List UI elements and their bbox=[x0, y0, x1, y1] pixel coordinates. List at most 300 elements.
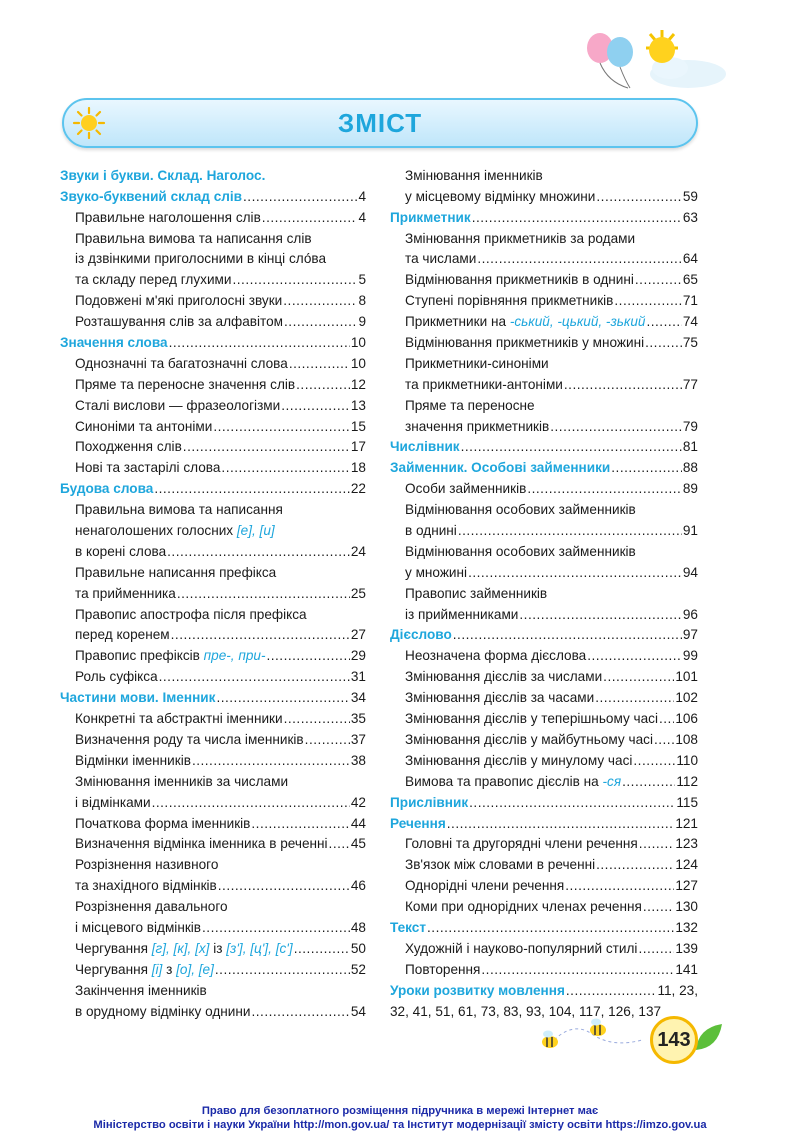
toc-right-column bbox=[390, 162, 698, 1019]
toc-entry-title bbox=[60, 335, 168, 350]
toc-entry bbox=[60, 998, 366, 1019]
leader-dots bbox=[519, 607, 681, 622]
entry-text: Правильне наголошення слів bbox=[75, 209, 261, 225]
leader-dots bbox=[232, 272, 357, 287]
toc-page-number: 97 bbox=[682, 627, 698, 643]
toc-page-number: 54 bbox=[350, 1003, 366, 1019]
toc-entry bbox=[390, 914, 698, 935]
toc-page-number: 94 bbox=[682, 564, 698, 580]
toc-entry bbox=[390, 538, 698, 559]
entry-highlight: [о], [е] bbox=[176, 961, 214, 977]
entry-text: в корені слова bbox=[75, 543, 167, 559]
toc-entry-title bbox=[405, 878, 564, 893]
toc-entry bbox=[390, 663, 698, 684]
leader-dots bbox=[427, 920, 674, 935]
toc-entry-title bbox=[405, 251, 476, 266]
entry-highlight: -ський, -цький, -зький bbox=[509, 314, 646, 330]
toc-entry-title bbox=[405, 523, 457, 538]
leader-dots bbox=[477, 251, 682, 266]
toc-entry-title bbox=[75, 878, 217, 893]
toc-entry-title bbox=[405, 648, 586, 663]
toc-entry bbox=[390, 580, 698, 601]
toc-entry-title bbox=[60, 189, 242, 204]
entry-text: Змінювання прикметників за родами bbox=[405, 230, 636, 246]
toc-page-number: 74 bbox=[682, 314, 698, 330]
toc-page-number: 24 bbox=[350, 543, 366, 559]
toc-entry-title bbox=[405, 377, 563, 392]
footer bbox=[0, 1104, 800, 1132]
toc-page-number: 110 bbox=[676, 752, 698, 768]
toc-entry bbox=[60, 831, 366, 852]
toc-page-number: 27 bbox=[350, 627, 366, 643]
toc-entry bbox=[60, 475, 366, 496]
leader-dots bbox=[565, 878, 674, 893]
entry-text: Відмінювання прикметників в однині bbox=[405, 272, 634, 288]
toc-entry-title bbox=[390, 210, 471, 225]
leader-dots bbox=[262, 210, 358, 225]
leader-dots bbox=[622, 774, 675, 789]
toc-entry-title bbox=[405, 544, 636, 559]
entry-text: Звуки і букви. Склад. Наголос. bbox=[60, 167, 266, 183]
entry-text: Відмінки іменників bbox=[75, 752, 191, 768]
entry-text: Прикметники-синоніми bbox=[405, 355, 549, 371]
entry-text: Речення bbox=[390, 815, 446, 831]
toc-page-number: 52 bbox=[350, 961, 366, 977]
entry-highlight: [е], [и] bbox=[236, 523, 275, 539]
entry-text: 32, 41, 51, 61, 73, 83, 93, 104, 117, 126, 137 bbox=[390, 1003, 662, 1019]
toc-entry-title bbox=[405, 836, 638, 851]
entry-text: значення прикметників bbox=[405, 418, 550, 434]
leader-dots bbox=[305, 732, 350, 747]
toc-entry bbox=[390, 747, 698, 768]
toc-entry bbox=[60, 559, 366, 580]
toc-entry bbox=[390, 162, 698, 183]
leader-dots bbox=[169, 335, 350, 350]
entry-text: Прикметник bbox=[390, 209, 471, 225]
toc-entry bbox=[390, 789, 698, 810]
toc-entry bbox=[390, 371, 698, 392]
entry-text: Вимова та правопис дієслів на bbox=[405, 773, 599, 789]
toc-entry bbox=[390, 559, 698, 580]
leader-dots bbox=[654, 732, 674, 747]
toc-entry-title bbox=[75, 251, 326, 266]
entry-text: Повторення bbox=[405, 961, 481, 977]
toc-page-number: 123 bbox=[675, 836, 698, 852]
entry-text: Змінювання дієслів за числами bbox=[405, 669, 603, 685]
toc-entry bbox=[390, 246, 698, 267]
entry-text: та складу перед глухими bbox=[75, 272, 232, 288]
entry-text: Пряме та переносне bbox=[405, 397, 535, 413]
toc-entry-title bbox=[405, 481, 526, 496]
leader-dots bbox=[294, 941, 350, 956]
entry-text: Подовжені м'які приголосні звуки bbox=[75, 293, 283, 309]
toc-entry bbox=[390, 642, 698, 663]
entry-text: Початкова форма іменників bbox=[75, 815, 251, 831]
entry-text: Конкретні та абстрактні іменники bbox=[75, 711, 283, 727]
toc-entry-title bbox=[390, 627, 452, 642]
entry-text: і відмінками bbox=[75, 794, 151, 810]
toc-entry bbox=[60, 956, 366, 977]
toc-page-number: 132 bbox=[675, 919, 698, 935]
entry-text: в однині bbox=[405, 523, 457, 539]
toc-entry-title bbox=[75, 356, 288, 371]
toc-entry bbox=[390, 726, 698, 747]
entry-text: у місцевому відмінку множини bbox=[405, 188, 596, 204]
leader-dots bbox=[283, 293, 357, 308]
leader-dots bbox=[468, 565, 682, 580]
entry-text: із дзвінкими приголосними в кінці сло́ва bbox=[75, 251, 327, 267]
entry-text: Правильна вимова та написання слів bbox=[75, 230, 312, 246]
toc-entry bbox=[390, 768, 698, 789]
leader-dots bbox=[296, 377, 350, 392]
toc-entry bbox=[60, 768, 366, 789]
entry-text: із прийменниками bbox=[405, 606, 519, 622]
toc-entry-title bbox=[405, 607, 518, 622]
entry-text: Змінювання іменників за числами bbox=[75, 773, 289, 789]
entry-text: Роль суфікса bbox=[75, 669, 158, 685]
entry-text: Особи займенників bbox=[405, 481, 527, 497]
toc-entry bbox=[390, 831, 698, 852]
toc-entry-title bbox=[390, 983, 565, 998]
leader-dots bbox=[564, 377, 682, 392]
entry-text: Визначення роду та числа іменників bbox=[75, 731, 304, 747]
page-number: 143 bbox=[650, 1016, 698, 1064]
leader-dots bbox=[154, 481, 350, 496]
toc-entry-title bbox=[405, 398, 535, 413]
entry-highlight: -ся bbox=[602, 773, 622, 789]
entry-text: перед коренем bbox=[75, 627, 170, 643]
toc-page-number: 108 bbox=[675, 731, 698, 747]
toc-entry-title bbox=[75, 314, 283, 329]
toc-page-number: 48 bbox=[350, 919, 366, 935]
toc-page-number: 31 bbox=[350, 669, 366, 685]
entry-highlight: пре-, при- bbox=[203, 648, 266, 664]
toc-entry-title bbox=[75, 544, 166, 559]
toc-entry-title bbox=[75, 816, 250, 831]
toc-entry-title bbox=[405, 565, 467, 580]
toc-page-number: 71 bbox=[682, 293, 698, 309]
toc-entry-title bbox=[75, 962, 214, 977]
toc-entry-title bbox=[390, 795, 468, 810]
entry-text: Однозначні та багатозначні слова bbox=[75, 355, 288, 371]
entry-text: Коми при однорідних членах речення bbox=[405, 899, 642, 915]
entry-text: Прикметники на bbox=[405, 314, 507, 330]
leader-dots bbox=[159, 669, 350, 684]
toc-page-number: 91 bbox=[682, 523, 698, 539]
entry-text: Прислівник bbox=[390, 794, 469, 810]
toc-entry-title bbox=[390, 816, 446, 831]
toc-entry bbox=[390, 204, 698, 225]
leader-dots bbox=[192, 753, 350, 768]
toc-entry bbox=[390, 496, 698, 517]
footer-line-1: Право для безоплатного розміщення підручника в мережі Інтернет має bbox=[201, 1105, 599, 1117]
toc-entry bbox=[390, 475, 698, 496]
toc-entry-title bbox=[405, 231, 635, 246]
entry-text: Закінчення іменників bbox=[75, 982, 207, 998]
toc-page-number: 5 bbox=[358, 272, 366, 288]
toc-entry-title bbox=[405, 314, 645, 329]
entry-text: у множині bbox=[405, 564, 468, 580]
bees-illustration bbox=[532, 1010, 652, 1058]
entry-text: Однорідні члени речення bbox=[405, 878, 565, 894]
toc-entry-title bbox=[75, 627, 170, 642]
toc-page-number: 8 bbox=[358, 293, 366, 309]
entry-text: ненаголошених голосних bbox=[75, 523, 234, 539]
toc-entry bbox=[60, 580, 366, 601]
toc-entry-title bbox=[75, 920, 201, 935]
entry-text: Числівник bbox=[390, 439, 460, 455]
leader-dots bbox=[329, 836, 350, 851]
toc-entry-title bbox=[75, 293, 282, 308]
leader-dots bbox=[587, 648, 682, 663]
toc-entry bbox=[390, 434, 698, 455]
toc-entry-title bbox=[75, 857, 218, 872]
toc-entry bbox=[60, 642, 366, 663]
toc-entry bbox=[60, 893, 366, 914]
toc-entry bbox=[390, 872, 698, 893]
toc-entry bbox=[390, 935, 698, 956]
toc-entry bbox=[60, 914, 366, 935]
toc-entry bbox=[60, 872, 366, 893]
toc-page-number: 124 bbox=[675, 857, 698, 873]
entry-text: Текст bbox=[390, 919, 427, 935]
leader-dots bbox=[646, 314, 681, 329]
leader-dots bbox=[550, 419, 682, 434]
leader-dots bbox=[281, 398, 350, 413]
toc-page-number: 99 bbox=[682, 648, 698, 664]
leader-dots bbox=[243, 189, 357, 204]
toc-entry-title bbox=[75, 983, 207, 998]
footer-line-2: Міністерство освіти і науки України http://mon.gov.ua/ та Інститут модернізації змісту освіти https://imzo.gov.ua bbox=[93, 1119, 707, 1131]
toc-entry-title bbox=[405, 586, 547, 601]
toc-entry bbox=[390, 454, 698, 475]
toc-entry-title bbox=[75, 774, 288, 789]
leader-dots bbox=[252, 1004, 350, 1019]
toc-entry-title bbox=[405, 293, 613, 308]
toc-entry-title bbox=[405, 189, 595, 204]
toc-page-number: 11, 23, bbox=[657, 982, 698, 998]
leader-dots bbox=[171, 627, 350, 642]
toc-page-number: 34 bbox=[350, 690, 366, 706]
toc-page-number: 9 bbox=[358, 314, 366, 330]
toc-entry-title bbox=[390, 460, 610, 475]
leader-dots bbox=[596, 189, 681, 204]
entry-text: Художній і науково-популярний стилі bbox=[405, 940, 638, 956]
toc-entry-title bbox=[75, 648, 265, 663]
entry-highlight: [і] bbox=[151, 961, 163, 977]
toc-entry bbox=[60, 225, 366, 246]
toc-entry bbox=[60, 684, 366, 705]
toc-entry bbox=[60, 183, 366, 204]
entry-text: Змінювання дієслів у минулому часі bbox=[405, 752, 633, 768]
toc-entry bbox=[390, 977, 698, 998]
page-title: ЗМІСТ bbox=[337, 108, 423, 138]
sun-balloons-illustration bbox=[570, 22, 730, 102]
entry-text: Уроки розвитку мовлення bbox=[390, 982, 565, 998]
toc-page-number: 81 bbox=[682, 439, 698, 455]
leader-dots bbox=[611, 460, 682, 475]
entry-text: Змінювання іменників bbox=[405, 167, 543, 183]
leader-dots bbox=[614, 293, 681, 308]
toc-entry bbox=[60, 789, 366, 810]
entry-text: Нові та застарілі слова bbox=[75, 460, 221, 476]
toc-entry bbox=[60, 747, 366, 768]
toc-page-number: 75 bbox=[682, 335, 698, 351]
toc-page-number: 89 bbox=[682, 481, 698, 497]
entry-text: Змінювання дієслів у майбутньому часі bbox=[405, 731, 653, 747]
entry-text: Чергування bbox=[75, 940, 148, 956]
toc-entry-title bbox=[60, 168, 265, 183]
toc-entry bbox=[390, 287, 698, 308]
toc-entry-title bbox=[75, 439, 182, 454]
toc-entry-title bbox=[390, 439, 460, 454]
leader-dots bbox=[453, 627, 682, 642]
leader-dots bbox=[635, 272, 682, 287]
toc-entry-title bbox=[405, 669, 602, 684]
toc-page-number: 102 bbox=[675, 690, 698, 706]
entry-text: Правопис префіксів bbox=[75, 648, 200, 664]
toc-entry bbox=[390, 183, 698, 204]
toc-entry bbox=[390, 413, 698, 434]
toc-entry bbox=[60, 935, 366, 956]
toc-entry bbox=[390, 517, 698, 538]
entry-text: Правильна вимова та написання bbox=[75, 502, 283, 518]
entry-text: Неозначена форма дієслова bbox=[405, 648, 587, 664]
toc-page-number: 38 bbox=[350, 752, 366, 768]
toc-page-number: 17 bbox=[350, 439, 366, 455]
toc-entry bbox=[60, 308, 366, 329]
entry-text: Займенник. Особові займенники bbox=[390, 460, 611, 476]
entry-text: Правильне написання префікса bbox=[75, 564, 277, 580]
entry-text: та прикметники-антоніми bbox=[405, 376, 563, 392]
toc-page-number: 112 bbox=[676, 773, 698, 789]
toc-entry-title bbox=[405, 335, 644, 350]
leader-dots bbox=[183, 439, 350, 454]
toc-entry-title bbox=[75, 669, 158, 684]
toc-entry-title bbox=[75, 711, 283, 726]
toc-entry-title bbox=[75, 753, 191, 768]
leader-dots bbox=[461, 439, 682, 454]
leader-dots bbox=[215, 962, 350, 977]
leader-dots bbox=[645, 335, 682, 350]
toc-page-number: 63 bbox=[682, 209, 698, 225]
toc-page-number: 12 bbox=[350, 376, 366, 392]
toc-page-number: 64 bbox=[682, 251, 698, 267]
toc-entry bbox=[60, 329, 366, 350]
toc-entry bbox=[60, 392, 366, 413]
toc-entry-title bbox=[75, 460, 220, 475]
toc-entry bbox=[390, 956, 698, 977]
leader-dots bbox=[289, 356, 350, 371]
entry-text: та числами bbox=[405, 251, 477, 267]
toc-entry-title bbox=[75, 1004, 251, 1019]
toc-page-number: 115 bbox=[676, 794, 698, 810]
entry-text: Звуко-буквений склад слів bbox=[60, 188, 243, 204]
toc-entry bbox=[390, 308, 698, 329]
toc-page-number: 4 bbox=[358, 209, 366, 225]
entry-text: Ступені порівняння прикметників bbox=[405, 293, 614, 309]
entry-text: Сталі вислови — фразеологізми bbox=[75, 397, 281, 413]
toc-entry bbox=[60, 162, 366, 183]
toc-entry-title bbox=[75, 795, 151, 810]
toc-page-number: 79 bbox=[682, 418, 698, 434]
toc-entry bbox=[60, 350, 366, 371]
toc-entry-title bbox=[75, 607, 307, 622]
entry-text: та знахідного відмінків bbox=[75, 878, 217, 894]
leader-dots bbox=[596, 857, 674, 872]
entry-text: з bbox=[162, 961, 177, 977]
leader-dots bbox=[202, 920, 350, 935]
toc-page-number: 50 bbox=[350, 940, 366, 956]
toc-page-number: 77 bbox=[682, 376, 698, 392]
leader-dots bbox=[566, 983, 657, 998]
leader-dots bbox=[447, 816, 675, 831]
toc-entry-title bbox=[405, 753, 632, 768]
leaf-icon bbox=[694, 1022, 724, 1052]
entry-text: Будова слова bbox=[60, 481, 154, 497]
toc-page-number: 88 bbox=[682, 460, 698, 476]
leader-dots bbox=[221, 460, 349, 475]
toc-entry-title bbox=[75, 231, 312, 246]
toc-page-number: 25 bbox=[350, 585, 366, 601]
toc-entry-title bbox=[405, 857, 595, 872]
entry-text: Змінювання дієслів у теперішньому часі bbox=[405, 711, 658, 727]
leader-dots bbox=[284, 314, 357, 329]
toc-entry-title bbox=[75, 565, 276, 580]
toc-entry bbox=[60, 810, 366, 831]
toc-entry bbox=[60, 517, 366, 538]
leader-dots bbox=[643, 899, 674, 914]
leader-dots bbox=[458, 523, 682, 538]
toc-entry bbox=[60, 851, 366, 872]
toc-page-number: 22 bbox=[350, 481, 366, 497]
toc-page-number: 141 bbox=[675, 961, 698, 977]
leader-dots bbox=[659, 711, 674, 726]
toc-entry bbox=[390, 622, 698, 643]
toc-page-number: 96 bbox=[682, 606, 698, 622]
entry-text: Дієслово bbox=[390, 627, 452, 643]
toc-page-number: 130 bbox=[675, 899, 698, 915]
toc-entry bbox=[390, 810, 698, 831]
toc-entry-title bbox=[75, 732, 304, 747]
entry-text: в орудному відмінку однини bbox=[75, 1003, 251, 1019]
leader-dots bbox=[216, 690, 349, 705]
toc-entry-title bbox=[405, 168, 543, 183]
leader-dots bbox=[213, 419, 350, 434]
entry-text: Синоніми та антоніми bbox=[75, 418, 213, 434]
toc-entry-title bbox=[75, 502, 283, 517]
toc-entry-title bbox=[75, 899, 228, 914]
toc-entry-title bbox=[405, 690, 594, 705]
entry-highlight: [г], [к], [х] bbox=[151, 940, 210, 956]
toc-page-number: 45 bbox=[350, 836, 366, 852]
toc-entry-title bbox=[405, 356, 549, 371]
toc-entry bbox=[390, 893, 698, 914]
toc-entry-title bbox=[60, 690, 215, 705]
leader-dots bbox=[639, 836, 675, 851]
toc-entry-title bbox=[75, 377, 295, 392]
leader-dots bbox=[472, 210, 682, 225]
toc-entry-title bbox=[75, 523, 275, 538]
toc-entry bbox=[60, 434, 366, 455]
toc-page-number: 46 bbox=[350, 878, 366, 894]
leader-dots bbox=[638, 941, 674, 956]
entry-text: Чергування bbox=[75, 961, 148, 977]
entry-text: і місцевого відмінків bbox=[75, 919, 202, 935]
toc-page-number: 10 bbox=[350, 335, 366, 351]
entry-text: Походження слів bbox=[75, 439, 182, 455]
toc-entry bbox=[390, 392, 698, 413]
